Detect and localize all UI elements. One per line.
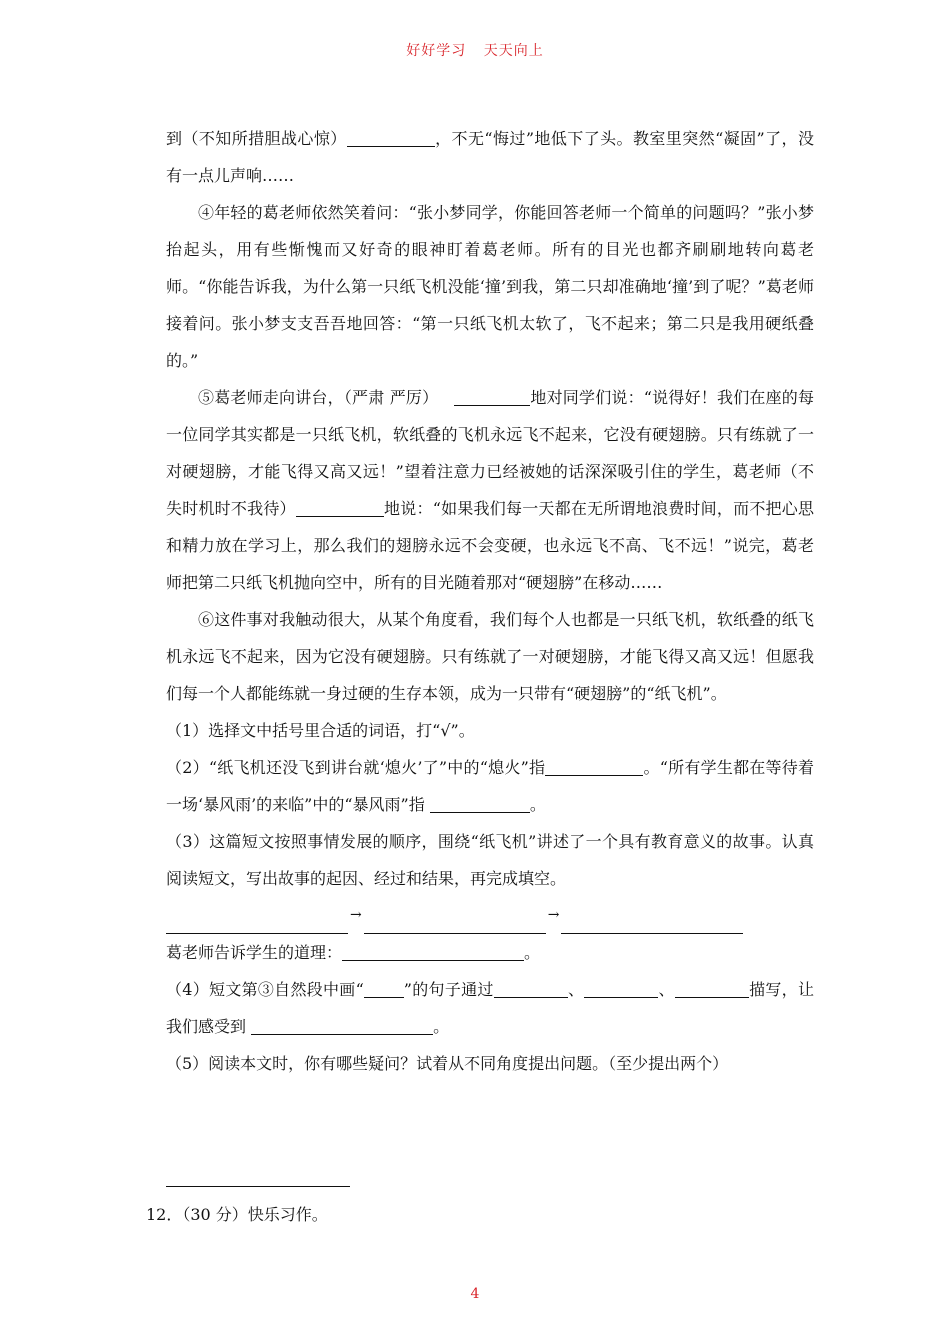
question-4 <box>166 971 814 1045</box>
blank-process[interactable] <box>364 919 546 934</box>
header-left: 好好学习 <box>406 43 467 59</box>
blank-q4-4[interactable] <box>251 1016 433 1035</box>
blank-q4-mark[interactable] <box>364 979 404 998</box>
paragraph-4: ④年轻的葛老师依然笑着问：“张小梦同学，你能回答老师一个简单的问题吗？”张小梦抬起头，用有些惭愧而又好奇的眼神盯着葛老师。所有的目光也都齐刷刷地转向葛老师。“你能告诉我，为什么第一只纸飞机没能‘撞’到我，第二只却准确地‘撞’到了呢？”葛老师接着问。张小梦支支吾吾地回答：“第一只纸飞机太软了，飞不起来；第二只是我用硬纸叠的。” <box>166 203 814 370</box>
question-1: （1）选择文中括号里合适的词语，打“√”。 <box>166 721 475 740</box>
p5-text-a: ⑤葛老师走向讲台，（严肃 严厉） <box>198 388 439 407</box>
question-5: （5）阅读本文时，你有哪些疑问？试着从不同角度提出问题。（至少提出两个） <box>166 1054 729 1073</box>
blank-q4-1[interactable] <box>494 979 568 998</box>
blank-2[interactable] <box>454 387 530 406</box>
q2-text-c: 。 <box>529 795 546 814</box>
question-3-lesson <box>166 934 814 971</box>
answer-line-q5[interactable] <box>166 1186 350 1187</box>
p5-text-b: 地对同学们说：“说得好！我们在座的每一位同学其实都是一只纸飞机，软纸叠的飞机永远飞不起来，它没有硬翅膀。只有练就了一对硬翅膀，才能飞得又高又远！”望着注意力已经被她的话深深吸引住的学生，葛老师（不失时机时不我待） <box>166 388 814 518</box>
passage-content <box>166 120 814 1082</box>
header-right: 天天向上 <box>483 43 544 59</box>
blank-q2-1[interactable] <box>545 757 643 776</box>
p1-text-b: ，不无“悔过”地低下了头。教室里突然“凝固”了，没有一点儿声响…… <box>166 129 814 185</box>
blank-3[interactable] <box>296 498 384 517</box>
q4-text-d: 。 <box>433 1017 450 1036</box>
blank-1[interactable] <box>347 128 435 147</box>
arrow-icon: → <box>547 907 560 923</box>
blank-q2-2[interactable] <box>430 794 530 813</box>
page-number: 4 <box>470 1286 480 1302</box>
blank-lesson[interactable] <box>342 942 524 961</box>
question-3: （3）这篇短文按照事情发展的顺序，围绕“纸飞机”讲述了一个具有教育意义的故事。认真阅读短文，写出故事的起因、经过和结果，再完成填空。 <box>166 832 814 888</box>
blank-q4-3[interactable] <box>675 979 749 998</box>
arrow-icon: → <box>350 907 362 923</box>
q4-sep: 、 <box>658 980 675 999</box>
q4-text-a: （4）短文第③自然段中画“ <box>166 980 364 999</box>
p1-text-a: 到（不知所措胆战心惊） <box>166 129 347 148</box>
q2-text-a: （2）“纸飞机还没飞到讲台就‘熄火’了”中的“熄火”指 <box>166 758 546 777</box>
paragraph-6: ⑥这件事对我触动很大，从某个角度看，我们每个人也都是一只纸飞机，软纸叠的纸飞机永远飞不起来，因为它没有硬翅膀。只有练就了一对硬翅膀，才能飞得又高又远！但愿我们每一个人都能练就一身过硬的生存本领，成为一只带有“硬翅膀”的“纸飞机”。 <box>166 610 814 703</box>
page-header <box>0 40 950 60</box>
question-12: 12．（30 分）快乐习作。 <box>146 1205 328 1224</box>
paragraph-3-end <box>166 120 814 194</box>
p5-text-c: 地说：“如果我们每一天都在无所谓地浪费时间，而不把心思和精力放在学习上，那么我们的翅膀永远不会变硬，也永远飞不高、飞不远！”说完，葛老师把第二只纸飞机抛向空中，所有的目光随着那对“硬翅膀”在移动…… <box>166 499 814 592</box>
story-sequence <box>166 897 814 934</box>
lesson-end: 。 <box>524 943 541 962</box>
blank-cause[interactable] <box>166 919 348 934</box>
q2-text-b: 。“所有学生都在等待着一场‘暴风雨’的来临”中的“暴风雨”指 <box>166 758 814 814</box>
blank-result[interactable] <box>561 919 743 934</box>
q4-text-b: ”的句子通过 <box>403 980 494 999</box>
paragraph-5 <box>166 379 814 601</box>
blank-q4-2[interactable] <box>584 979 658 998</box>
q4-text-c: 描写，让我们感受到 <box>166 980 814 1036</box>
q4-sep: 、 <box>567 980 585 999</box>
lesson-label: 葛老师告诉学生的道理： <box>166 943 343 962</box>
question-2 <box>166 749 814 823</box>
